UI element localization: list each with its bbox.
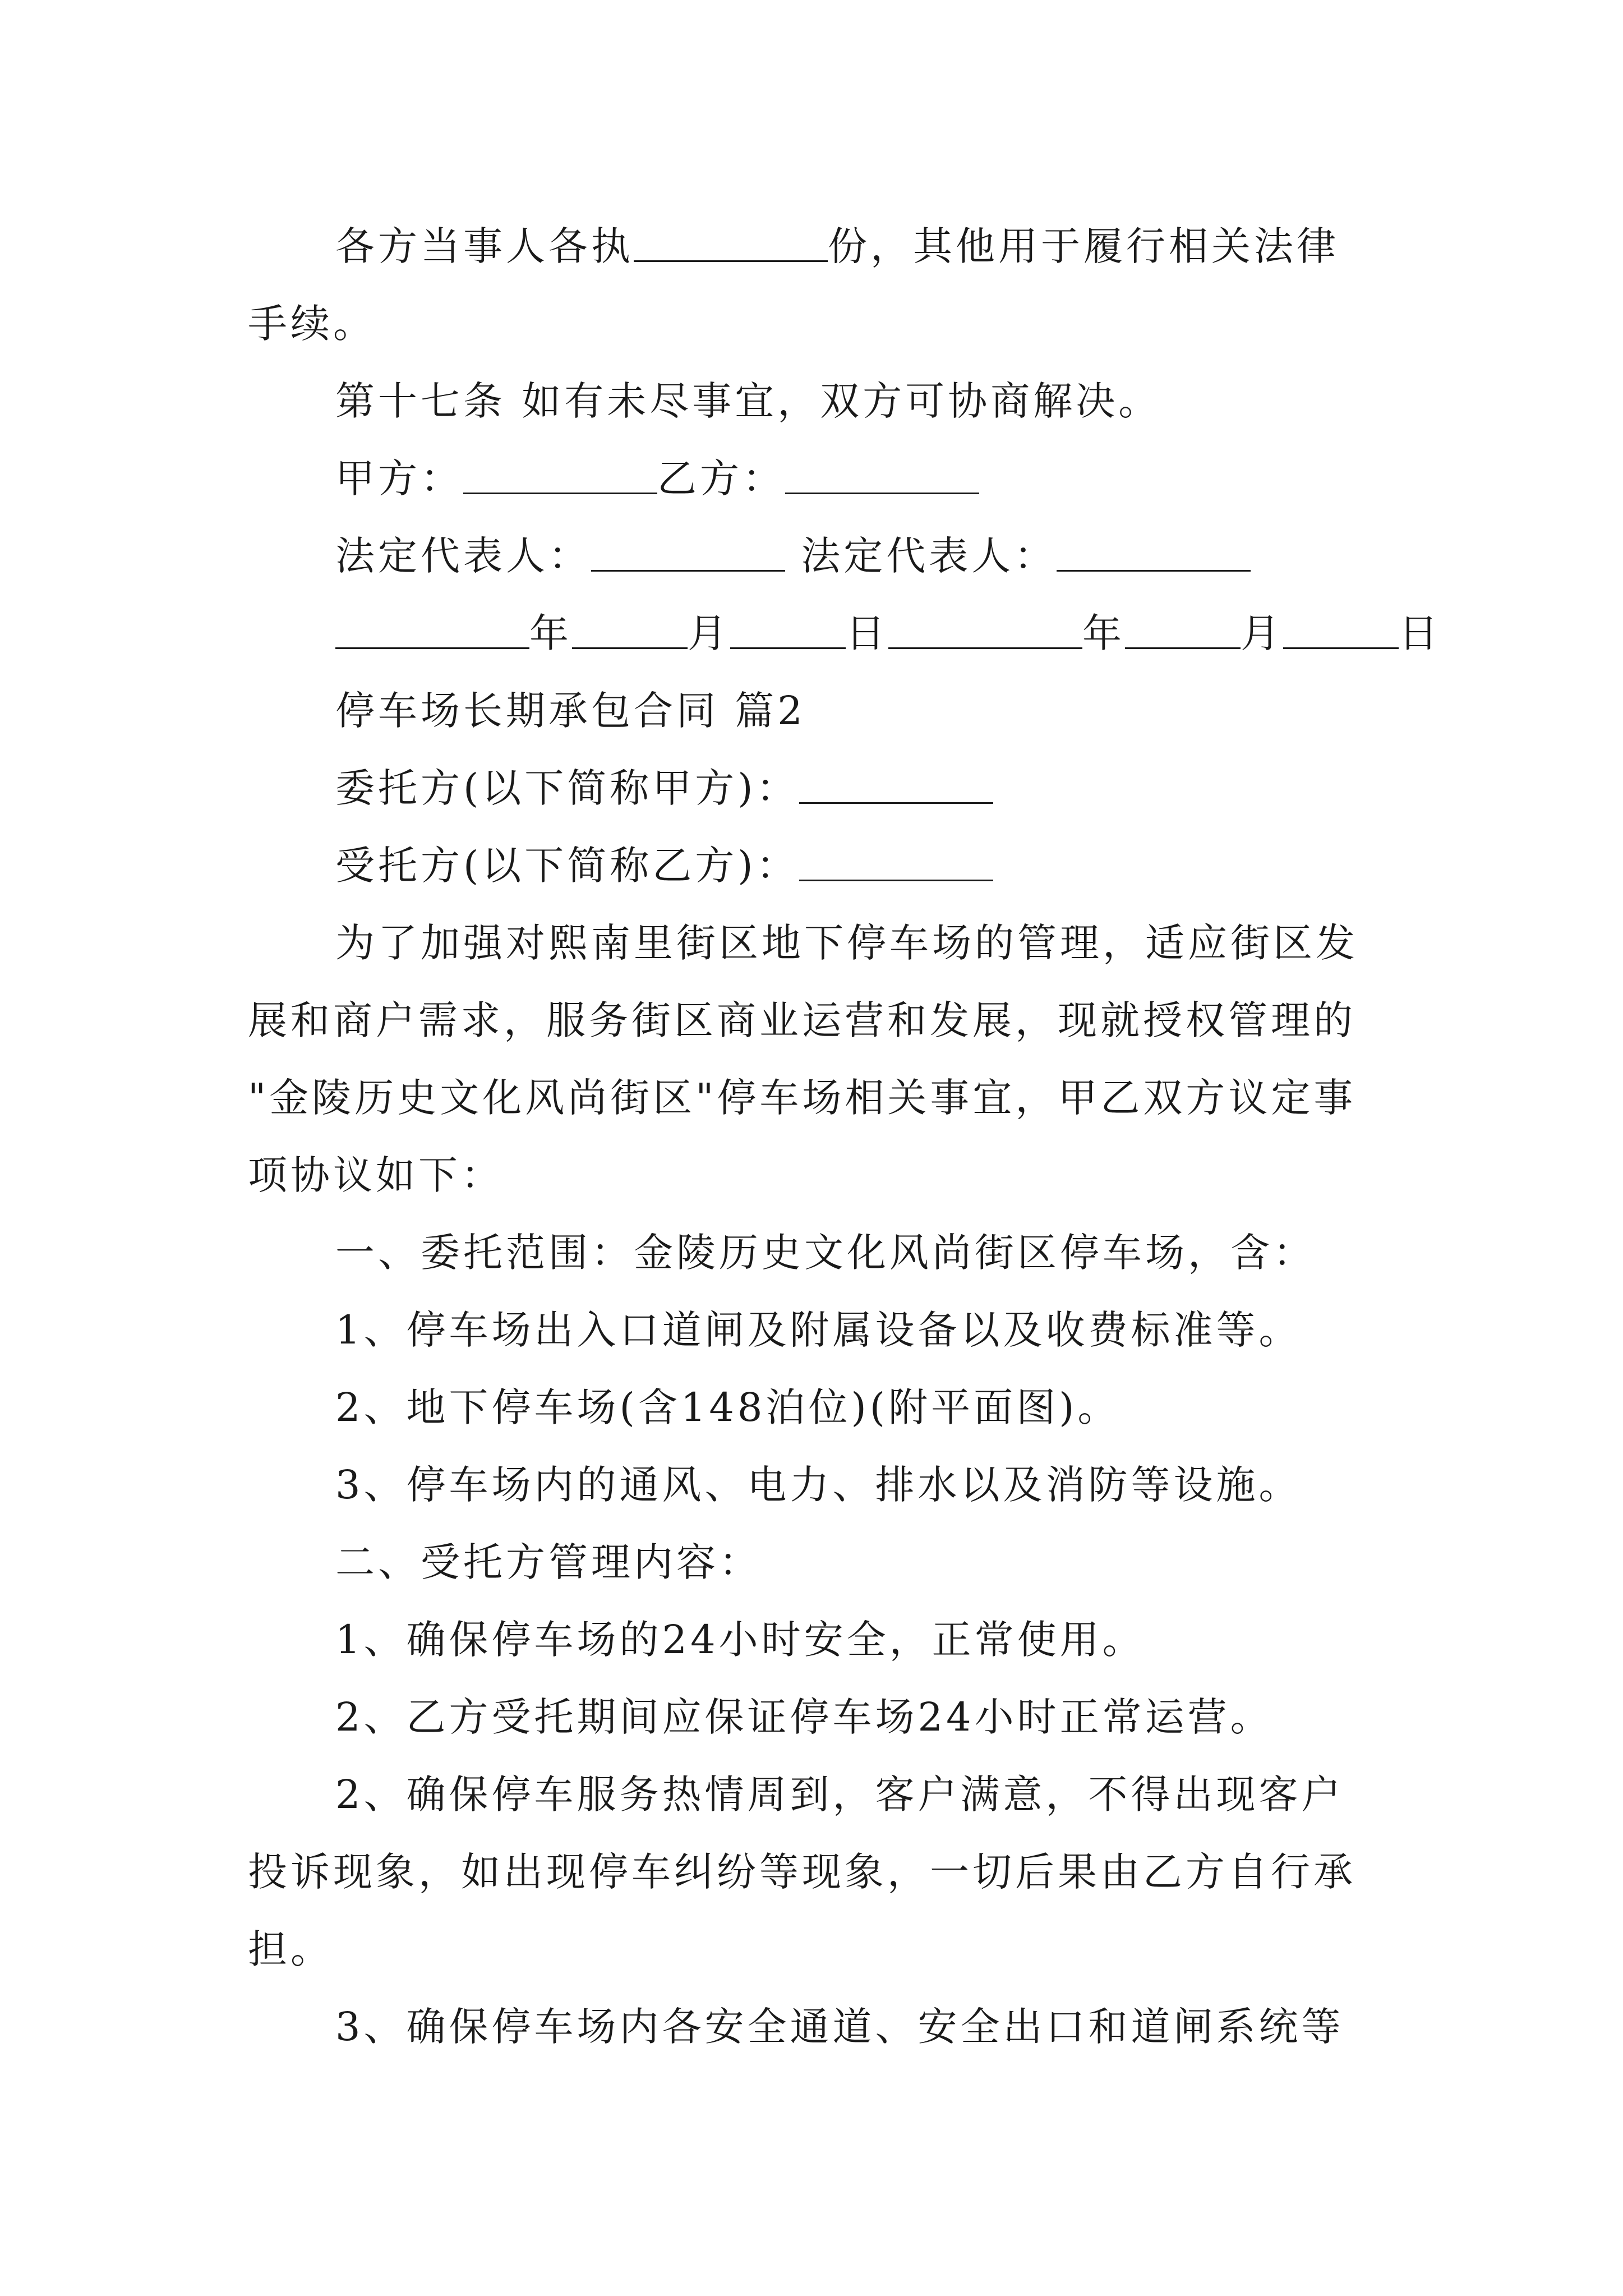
- party-signature-line: 甲方： 乙方：: [248, 440, 1398, 517]
- day-a-blank: [730, 614, 846, 649]
- mgmt-item-1: 1、确保停车场的24小时安全，正常使用。: [335, 1617, 1145, 1663]
- copies-clause-line1: 各方当事人各执 份，其他用于履行相关法律: [335, 223, 1339, 269]
- month-a-blank: [572, 614, 688, 649]
- year-a-blank: [335, 614, 529, 649]
- principal-line: 委托方(以下简称甲方)：: [248, 749, 1398, 827]
- mgmt-service-line-3: 担。: [248, 1926, 333, 1972]
- scope-title: 一、委托范围：金陵历史文化风尚街区停车场，含：: [335, 1230, 1316, 1276]
- intro-line-1: 为了加强对熙南里街区地下停车场的管理，适应街区发: [335, 920, 1358, 966]
- party-b-blank: [785, 459, 979, 494]
- legal-rep-a-blank: [591, 536, 785, 572]
- intro-line-4: 项协议如下：: [248, 1152, 504, 1198]
- day-b-blank: [1283, 614, 1399, 649]
- principal-blank: [799, 769, 993, 804]
- document-body: [248, 208, 1441, 2065]
- part2-title: 停车场长期承包合同 篇2: [335, 688, 806, 734]
- mgmt-item-2: 2、乙方受托期间应保证停车场24小时正常运营。: [335, 1694, 1273, 1740]
- agent-blank: [799, 846, 993, 881]
- legal-rep-line: 法定代表人： 法定代表人：: [248, 517, 1398, 595]
- mgmt-service-line-1: 2、确保停车服务热情周到，客户满意，不得出现客户: [335, 1772, 1344, 1818]
- article-17: 第十七条 如有未尽事宜，双方可协商解决。: [335, 378, 1161, 424]
- scope-item-1: 1、停车场出入口道闸及附属设备以及收费标准等。: [335, 1307, 1302, 1353]
- mgmt-safety-line: 3、确保停车场内各安全通道、安全出口和道闸系统等: [335, 2004, 1344, 2050]
- copies-count-blank: [634, 227, 828, 262]
- mgmt-title: 二、受托方管理内容：: [335, 1539, 762, 1585]
- date-line: 年 月 日 年 月 日: [248, 595, 1398, 672]
- legal-rep-b-blank: [1057, 536, 1251, 572]
- party-a-blank: [463, 459, 657, 494]
- copies-clause-line2: 手续。: [248, 301, 376, 347]
- scope-item-3: 3、停车场内的通风、电力、排水以及消防等设施。: [335, 1462, 1302, 1508]
- intro-line-3: "金陵历史文化风尚街区"停车场相关事宜，甲乙双方议定事: [248, 1075, 1357, 1121]
- mgmt-service-line-2: 投诉现象，如出现停车纠纷等现象，一切后果由乙方自行承: [248, 1849, 1356, 1895]
- intro-line-2: 展和商户需求，服务街区商业运营和发展，现就授权管理的: [248, 997, 1356, 1043]
- year-b-blank: [888, 614, 1082, 649]
- agent-line: 受托方(以下简称乙方)：: [248, 827, 1398, 904]
- month-b-blank: [1125, 614, 1241, 649]
- scope-item-2: 2、地下停车场(含148泊位)(附平面图)。: [335, 1384, 1121, 1430]
